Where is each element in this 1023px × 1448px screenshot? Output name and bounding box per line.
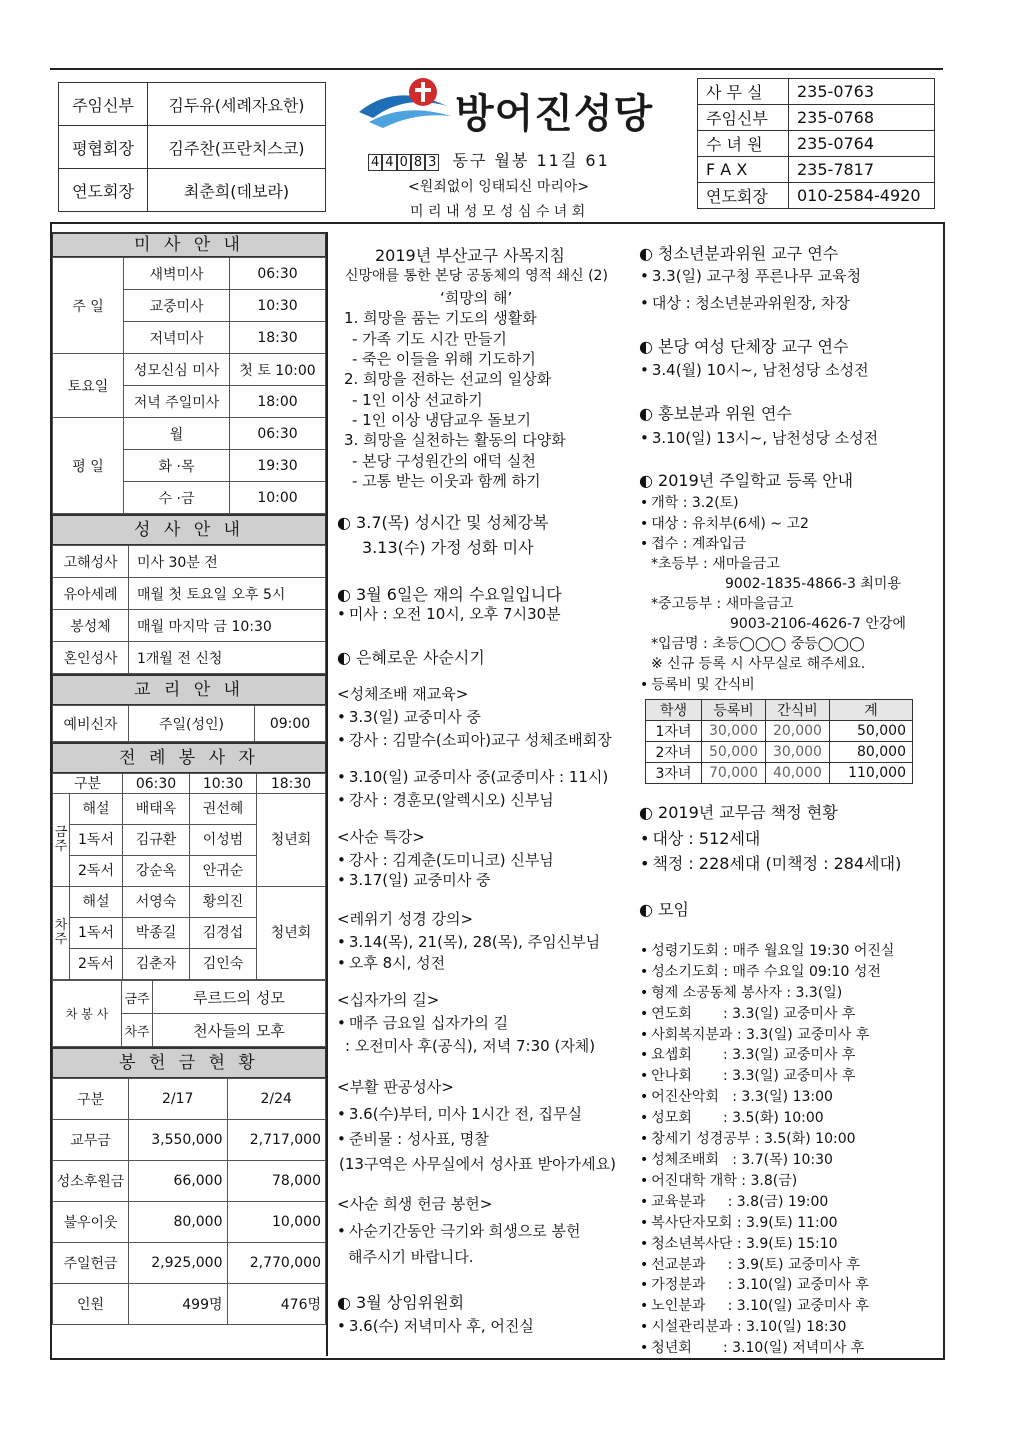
cha-week: 차주 [122, 1014, 153, 1047]
committee-heading: ◐ 3월 상임위원회 [337, 1293, 465, 1312]
cha-table [52, 980, 326, 1047]
liturgy-head: 18:30 [257, 774, 326, 794]
fee-total: 80,000 [829, 742, 912, 763]
pastoral-theme: ‘희망의 해’ [440, 289, 513, 307]
holy-hour-heading: ◐ 3.7(목) 성시간 및 성체강복 [337, 513, 549, 532]
offering-head: 2/17 [129, 1079, 228, 1120]
meeting-item: • 안나회 : 3.3(일) 교중미사 후 [640, 1066, 894, 1087]
lent-subheading: <성체조배 재교육> [337, 685, 469, 703]
cha-group: 천사들의 모후 [153, 1014, 326, 1047]
school-detail: • 개학 : 3.2(토) [640, 492, 739, 512]
school-detail: *초등부 : 새마을금고 [651, 556, 780, 572]
server: 서영숙 [123, 887, 190, 918]
pastoral-line: - 1인 이상 냉담교우 돌보기 [352, 411, 531, 429]
pastoral-line: - 본당 구성원간의 애덕 실천 [352, 452, 536, 470]
offering-amount: 2,717,000 [227, 1120, 326, 1161]
meeting-item: • 어진대학 개학 : 3.8(금) [640, 1171, 894, 1192]
lent-subheading: <레위기 성경 강의> [337, 910, 474, 928]
phone-label: 사 무 실 [698, 79, 789, 105]
leader-role: 연도회장 [59, 169, 148, 212]
sacrament-time: 매월 마지막 금 10:30 [129, 610, 326, 642]
offering-amount: 2,925,000 [129, 1243, 228, 1284]
column-divider [326, 232, 328, 1356]
meeting-item: • 창세기 성경공부 : 3.5(화) 10:00 [640, 1129, 894, 1150]
lent-heading: ◐ 은혜로운 사순시기 [337, 648, 485, 667]
cha-group: 루르드의 성모 [153, 981, 326, 1014]
mass-time: 06:30 [230, 418, 326, 450]
pastoral-line: 2. 희망을 전하는 선교의 일상화 [344, 370, 552, 388]
youth-group: 청년회 [257, 794, 326, 887]
offering-head: 2/24 [227, 1079, 326, 1120]
women-training-heading: ◐ 본당 여성 단체장 교구 연수 [639, 337, 849, 356]
mass-name: 월 [124, 418, 230, 450]
school-registration-heading: ◐ 2019년 주일학교 등록 안내 [639, 471, 854, 490]
meeting-item: • 청년회 : 3.10(일) 저녁미사 후 [640, 1338, 894, 1359]
sacrament-name: 유아세례 [53, 578, 129, 610]
offering-amount: 78,000 [227, 1161, 326, 1202]
mass-name: 저녁 주일미사 [124, 386, 230, 418]
mass-table [52, 257, 326, 514]
sisters-line: 미 리 내 성 모 성 심 수 녀 회 [410, 204, 586, 220]
phone-number: 235-0763 [789, 79, 935, 105]
server: 김인숙 [190, 949, 257, 980]
committee-detail: • 3.6(수) 저녁미사 후, 어진실 [337, 1315, 534, 1336]
meeting-item: • 어진산악회 : 3.3(일) 13:00 [640, 1087, 894, 1108]
offering-head: 구분 [53, 1079, 129, 1120]
offering-amount: 10,000 [227, 1202, 326, 1243]
leader-name: 김주찬(프란치스코) [148, 126, 326, 169]
server: 김경섭 [190, 918, 257, 949]
sacrament-time: 미사 30분 전 [129, 546, 326, 578]
offering-type: 주일헌금 [53, 1243, 129, 1284]
phone-label: 주임신부 [698, 105, 789, 131]
mass-time: 10:30 [230, 290, 326, 322]
postcode-digit: 3 [425, 154, 439, 171]
lent-item: • 강사 : 경훈모(알렉시오) 신부님 [337, 789, 554, 810]
left-column [52, 232, 326, 1325]
sacrament-time: 1개월 전 신청 [129, 642, 326, 674]
mass-name: 새벽미사 [124, 258, 230, 290]
meeting-item: • 복사단자모회 : 3.9(토) 11:00 [640, 1213, 894, 1234]
meeting-item: • 연도회 : 3.3(일) 교중미사 후 [640, 1004, 894, 1025]
meeting-item: • 노인분과 : 3.10(일) 교중미사 후 [640, 1296, 894, 1317]
liturgy-table [52, 773, 326, 980]
server: 강순옥 [123, 856, 190, 887]
fee-total: 110,000 [829, 763, 912, 784]
pastoral-line: - 죽은 이들을 위해 기도하기 [352, 350, 536, 368]
mass-name: 화 ·목 [124, 450, 230, 482]
phone-label: 연도회장 [698, 183, 789, 209]
mass-day: 주 일 [53, 258, 124, 354]
phone-table [697, 78, 935, 209]
pr-training-heading: ◐ 홍보분과 위원 연수 [639, 404, 792, 423]
fee-head: 계 [829, 700, 912, 721]
mass-day: 평 일 [53, 418, 124, 514]
fee-amount: 30,000 [765, 742, 829, 763]
dues-detail: • 대상 : 512세대 [640, 826, 760, 849]
postcode-digit: 4 [368, 154, 382, 171]
liturgy-head: 10:30 [190, 774, 257, 794]
postcode-digit: 8 [411, 154, 425, 171]
mass-section-title: 미 사 안 내 [52, 232, 326, 257]
mass-day: 토요일 [53, 354, 124, 418]
fee-amount: 40,000 [765, 763, 829, 784]
sacrament-name: 고해성사 [53, 546, 129, 578]
meeting-item: • 성소기도회 : 매주 수요일 09:10 성전 [640, 962, 894, 983]
school-detail: *입금명 : 초등◯◯◯ 중등◯◯◯ [651, 636, 865, 652]
phone-label: 수 녀 원 [698, 131, 789, 157]
offering-type: 인원 [53, 1284, 129, 1325]
sacrament-table [52, 545, 326, 674]
fee-total: 50,000 [829, 721, 912, 742]
server: 김규환 [123, 825, 190, 856]
liturgy-section-title: 전 례 봉 사 자 [52, 742, 326, 773]
phone-number: 010-2584-4920 [789, 183, 935, 209]
youth-training-heading: ◐ 청소년분과위원 교구 연수 [639, 244, 839, 263]
fee-child: 1자녀 [646, 721, 702, 742]
mass-name: 수 ·금 [124, 482, 230, 514]
liturgy-head: 06:30 [123, 774, 190, 794]
offering-type: 성소후원금 [53, 1161, 129, 1202]
doctrine-day: 주일(성인) [129, 706, 255, 742]
role: 1독서 [70, 918, 123, 949]
meeting-item: • 교육분과 : 3.8(금) 19:00 [640, 1192, 894, 1213]
mass-time: 첫 토 10:00 [230, 354, 326, 386]
server: 안귀순 [190, 856, 257, 887]
sacrament-name: 봉성체 [53, 610, 129, 642]
women-training-detail: • 3.4(월) 10시~, 남천성당 소성전 [640, 359, 869, 380]
lent-item: • 오후 8시, 성전 [337, 952, 445, 973]
school-account: 9003-2106-4626-7 안강에 [730, 616, 906, 632]
lent-item: • 3.10(일) 교중미사 중(교중미사 : 11시) [337, 766, 608, 787]
lent-subheading: <부활 판공성사> [337, 1078, 454, 1096]
cha-week: 금주 [122, 981, 153, 1014]
leader-name: 김두유(세례자요한) [148, 83, 326, 126]
header-top-rule [50, 68, 943, 70]
street-address: 동구 월봉 11길 61 [452, 151, 610, 170]
lent-item: (13구역은 사무실에서 성사표 받아가세요) [339, 1155, 616, 1173]
lent-item: • 사순기간동안 극기와 희생으로 봉헌 [337, 1220, 581, 1241]
fee-amount: 50,000 [702, 742, 766, 763]
pastoral-subtitle: 신망애를 통한 본당 공동체의 영적 쇄신 (2) [345, 268, 608, 284]
server: 이성범 [190, 825, 257, 856]
pastoral-title: 2019년 부산교구 사목지침 [375, 246, 565, 265]
offering-amount: 499명 [129, 1284, 228, 1325]
offering-amount: 476명 [227, 1284, 326, 1325]
week-label: 차주 [53, 887, 70, 980]
offering-type: 교무금 [53, 1120, 129, 1161]
pastoral-line: - 1인 이상 선교하기 [352, 391, 483, 409]
liturgy-head: 구분 [53, 774, 123, 794]
lent-item: • 매주 금요일 십자가의 길 [337, 1012, 508, 1033]
school-detail: ※ 신규 등록 시 사무실로 해주세요. [651, 656, 866, 672]
doctrine-section-title: 교 리 안 내 [52, 674, 326, 705]
offering-type: 불우이웃 [53, 1202, 129, 1243]
lent-item: • 3.14(목), 21(목), 28(목), 주임신부님 [337, 931, 600, 952]
dues-detail: • 책정 : 228세대 (미책정 : 284세대) [640, 851, 901, 874]
postcode-digit: 0 [397, 154, 411, 171]
leader-name: 최춘희(데보라) [148, 169, 326, 212]
leaders-table [58, 82, 326, 212]
server: 권선혜 [190, 794, 257, 825]
youth-training-detail: • 대상 : 청소년분과위원장, 차장 [640, 292, 850, 313]
role: 해설 [70, 794, 123, 825]
fee-amount: 30,000 [702, 721, 766, 742]
phone-number: 235-0768 [789, 105, 935, 131]
role: 1독서 [70, 825, 123, 856]
pastoral-line: - 고통 받는 이웃과 함께 하기 [352, 472, 541, 490]
mass-name: 저녁미사 [124, 322, 230, 354]
meeting-item: • 사회복지분과 : 3.3(일) 교중미사 후 [640, 1025, 894, 1046]
leader-role: 평협회장 [59, 126, 148, 169]
pastoral-line: 3. 희망을 실천하는 활동의 다양화 [344, 431, 566, 449]
lent-subheading: <십자가의 길> [337, 991, 440, 1009]
lent-item: : 오전미사 후(공식), 저녁 7:30 (자체) [345, 1037, 596, 1055]
doctrine-label: 예비신자 [53, 706, 129, 742]
fee-child: 3자녀 [646, 763, 702, 784]
mass-name: 성모신심 미사 [124, 354, 230, 386]
meeting-item: • 성체조배회 : 3.7(목) 10:30 [640, 1150, 894, 1171]
phone-number: 235-7817 [789, 157, 935, 183]
week-label: 금주 [53, 794, 70, 887]
meeting-item: • 선교분과 : 3.9(토) 교중미사 후 [640, 1255, 894, 1276]
phone-label: F A X [698, 157, 789, 183]
offering-amount: 80,000 [129, 1202, 228, 1243]
mass-time: 10:00 [230, 482, 326, 514]
school-detail: • 대상 : 유치부(6세) ~ 고2 [640, 513, 809, 533]
school-detail: *중고등부 : 새마을금고 [651, 596, 794, 612]
doctrine-table [52, 705, 326, 742]
sacrament-name: 혼인성사 [53, 642, 129, 674]
meetings-list [640, 920, 894, 1380]
mass-name: 교중미사 [124, 290, 230, 322]
postcode-digit: 4 [382, 154, 396, 171]
address [368, 148, 610, 171]
offering-amount: 2,770,000 [227, 1243, 326, 1284]
family-mass-heading: 3.13(수) 가정 성화 미사 [362, 538, 534, 557]
parish-logo [355, 72, 455, 130]
leader-role: 주임신부 [59, 83, 148, 126]
pastoral-line: - 가족 기도 시간 만들기 [352, 330, 507, 348]
dues-heading: ◐ 2019년 교무금 책정 현황 [639, 803, 838, 822]
fee-amount: 70,000 [702, 763, 766, 784]
lent-item: • 강사 : 김말수(소피아)교구 성체조배회장 [337, 729, 612, 750]
role: 해설 [70, 887, 123, 918]
mass-time: 18:00 [230, 386, 326, 418]
server: 배태옥 [123, 794, 190, 825]
fee-head: 등록비 [702, 700, 766, 721]
school-detail: • 등록비 및 간식비 [640, 674, 755, 694]
meeting-item: • 청소년복사단 : 3.9(토) 15:10 [640, 1234, 894, 1255]
pr-training-detail: • 3.10(일) 13시~, 남천성당 소성전 [640, 427, 878, 448]
meeting-item: • 형제 소공동체 봉사자 : 3.3(일) [640, 983, 894, 1004]
cha-label: 차 봉 사 [53, 981, 122, 1047]
lent-item: • 3.3(일) 교중미사 중 [337, 706, 481, 727]
school-account: 9002-1835-4866-3 최미용 [725, 576, 901, 592]
youth-training-detail: • 3.3(일) 교구청 푸른나무 교육청 [640, 265, 861, 286]
parish-name: 방어진성당 [455, 91, 654, 137]
lent-subheading: <사순 특강> [337, 828, 425, 846]
lent-item: • 준비물 : 성사표, 명찰 [337, 1128, 489, 1149]
mass-time: 19:30 [230, 450, 326, 482]
meeting-item: • 요셉회 : 3.3(일) 교중미사 후 [640, 1045, 894, 1066]
server: 황의진 [190, 887, 257, 918]
meeting-item: • 가정분과 : 3.10(일) 교중미사 후 [640, 1275, 894, 1296]
mass-time: 06:30 [230, 258, 326, 290]
offering-table [52, 1078, 326, 1325]
offering-amount: 3,550,000 [129, 1120, 228, 1161]
meeting-item: • 성모회 : 3.5(화) 10:00 [640, 1108, 894, 1129]
role: 2독서 [70, 949, 123, 980]
fee-amount: 20,000 [765, 721, 829, 742]
role: 2독서 [70, 856, 123, 887]
server: 김춘자 [123, 949, 190, 980]
server: 박종길 [123, 918, 190, 949]
mass-time: 18:30 [230, 322, 326, 354]
lent-subheading: <사순 희생 헌금 봉헌> [337, 1195, 493, 1213]
lent-item: 해주시기 바랍니다. [348, 1248, 474, 1266]
fee-child: 2자녀 [646, 742, 702, 763]
offering-section-title: 봉 헌 금 현 황 [52, 1047, 326, 1078]
phone-number: 235-0764 [789, 131, 935, 157]
fee-table [645, 699, 913, 784]
sacrament-time: 매월 첫 토요일 오후 5시 [129, 578, 326, 610]
pastoral-line: 1. 희망을 품는 기도의 생활화 [344, 309, 537, 327]
fee-head: 학생 [646, 700, 702, 721]
school-detail: • 접수 : 계좌입금 [640, 533, 746, 553]
lent-item: • 강사 : 김계춘(도미니코) 신부님 [337, 849, 554, 870]
ash-wednesday-heading: ◐ 3월 6일은 재의 수요일입니다 [337, 585, 562, 604]
offering-amount: 66,000 [129, 1161, 228, 1202]
fee-head: 간식비 [765, 700, 829, 721]
meetings-heading: ◐ 모임 [639, 900, 689, 919]
lent-item: • 3.17(일) 교중미사 중 [337, 869, 490, 890]
lent-item: • 3.6(수)부터, 미사 1시간 전, 집무실 [337, 1103, 582, 1124]
doctrine-time: 09:00 [255, 706, 326, 742]
youth-group: 청년회 [257, 887, 326, 980]
sacrament-section-title: 성 사 안 내 [52, 514, 326, 545]
patron-line: <원죄없이 잉태되신 마리아> [408, 179, 590, 195]
meeting-item: • 성령기도회 : 매주 월요일 19:30 어진실 [640, 941, 894, 962]
meeting-item: • 시설관리분과 : 3.10(일) 18:30 [640, 1317, 894, 1338]
ash-wednesday-detail: • 미사 : 오전 10시, 오후 7시30분 [337, 603, 561, 624]
